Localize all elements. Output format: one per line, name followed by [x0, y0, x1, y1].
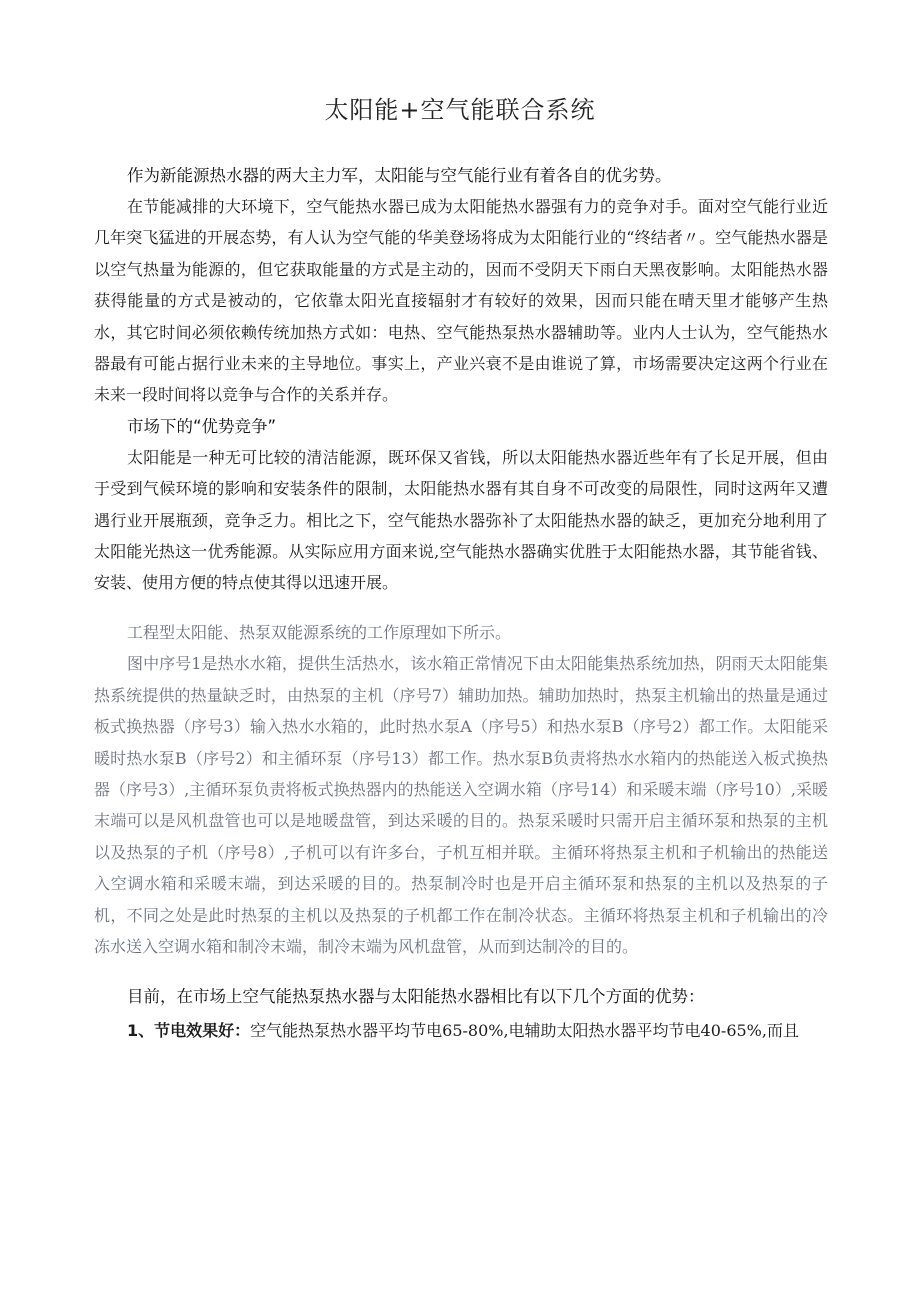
paragraph-intro: 在节能减排的大环境下，空气能热水器已成为太阳能热水器强有力的竞争对手。面对空气能行业近几年突飞猛进的开展态势，有人认为空气能的华美登场将成为太阳能行业的“终结者〃。空气能热水器是以空气热量为能源的，但它获取能量的方式是主动的，因而不受阴天下雨白天黑夜影响。太阳能热水器获得能量的方式是被动的，它依靠太阳光直接辐射才有较好的效果，因而只能在晴天里才能够产生热水，其它时间必须依赖传统加热方式如：电热、空气能热泵热水器辅助等。业内人士认为，空气能热水器最有可能占据行业未来的主导地位。事实上，产业兴衰不是由谁说了算，市场需要决定这两个行业在未来一段时间将以竞争与合作的关系并存。 — [94, 197, 828, 405]
advantage-item-1 — [94, 1014, 828, 1048]
paragraph-principle-intro: 工程型太阳能、热泵双能源系统的工作原理如下所示。 — [127, 622, 512, 642]
document-body — [94, 160, 828, 1048]
advantage-item-1-label: 1、节电效果好： — [127, 1021, 251, 1041]
intro-heading: 作为新能源热水器的两大主力军，太阳能与空气能行业有着各自的优劣势。 — [127, 166, 672, 185]
paragraph-principle: 图中序号1是热水水箱，提供生活热水，该水箱正常情况下由太阳能集热系统加热，阴雨天太阳能集热系统提供的热量缺乏时，由热泵的主机（序号7）辅助加热。辅助加热时，热泵主机输出的热量是通过板式换热器（序号3）输入热水水箱的，此时热水泵A（序号5）和热水泵B（序号2）都工作。太阳能采暖时热水泵B（序号2）和主循环泵（序号13）都工作。热水泵B负责将热水水箱内的热能送入板式换热器（序号3）,主循环泵负责将板式换热器内的热能送入空调水箱（序号14）和采暖末端（序号10）,采暖末端可以是风机盘管也可以是地暖盘管，到达采暖的目的。热泵采暖时只需开启主循环泵和热泵的主机以及热泵的子机（序号8）,子机可以有许多台，子机互相并联。主循环将热泵主机和子机输出的热能送入空调水箱和采暖末端，到达采暖的目的。热泵制冷时也是开启主循环泵和热泵的主机以及热泵的子机，不同之处是此时热泵的主机以及热泵的子机都工作在制冷状态。主循环将热泵主机和子机输出的冷冻水送入空调水箱和制冷末端，制冷末端为风机盘管，从而到达制冷的目的。 — [94, 654, 828, 956]
section-heading: 市场下的“优势竞争” — [127, 416, 277, 436]
advantages-heading: 目前，在市场上空气能热泵热水器与太阳能热水器相比有以下几个方面的优势： — [127, 987, 705, 1007]
page-title: 太阳能+空气能联合系统 — [324, 96, 596, 124]
advantage-item-1-text: 空气能热泵热水器平均节电65-80%,电辅助太阳热水器平均节电40-65%,而且 — [250, 1021, 799, 1041]
paragraph-market: 太阳能是一种无可比较的清洁能源，既环保又省钱，所以太阳能热水器近些年有了长足开展，但由于受到气候环境的影响和安装条件的限制，太阳能热水器有其自身不可改变的局限性，同时这两年又遭遇行业开展瓶颈，竞争乏力。相比之下，空气能热水器弥补了太阳能热水器的缺乏，更加充分地利用了太阳能光热这一优秀能源。从实际应用方面来说,空气能热水器确实优胜于太阳能热水器，其节能省钱、安装、使用方便的特点使其得以迅速开展。 — [94, 447, 828, 593]
